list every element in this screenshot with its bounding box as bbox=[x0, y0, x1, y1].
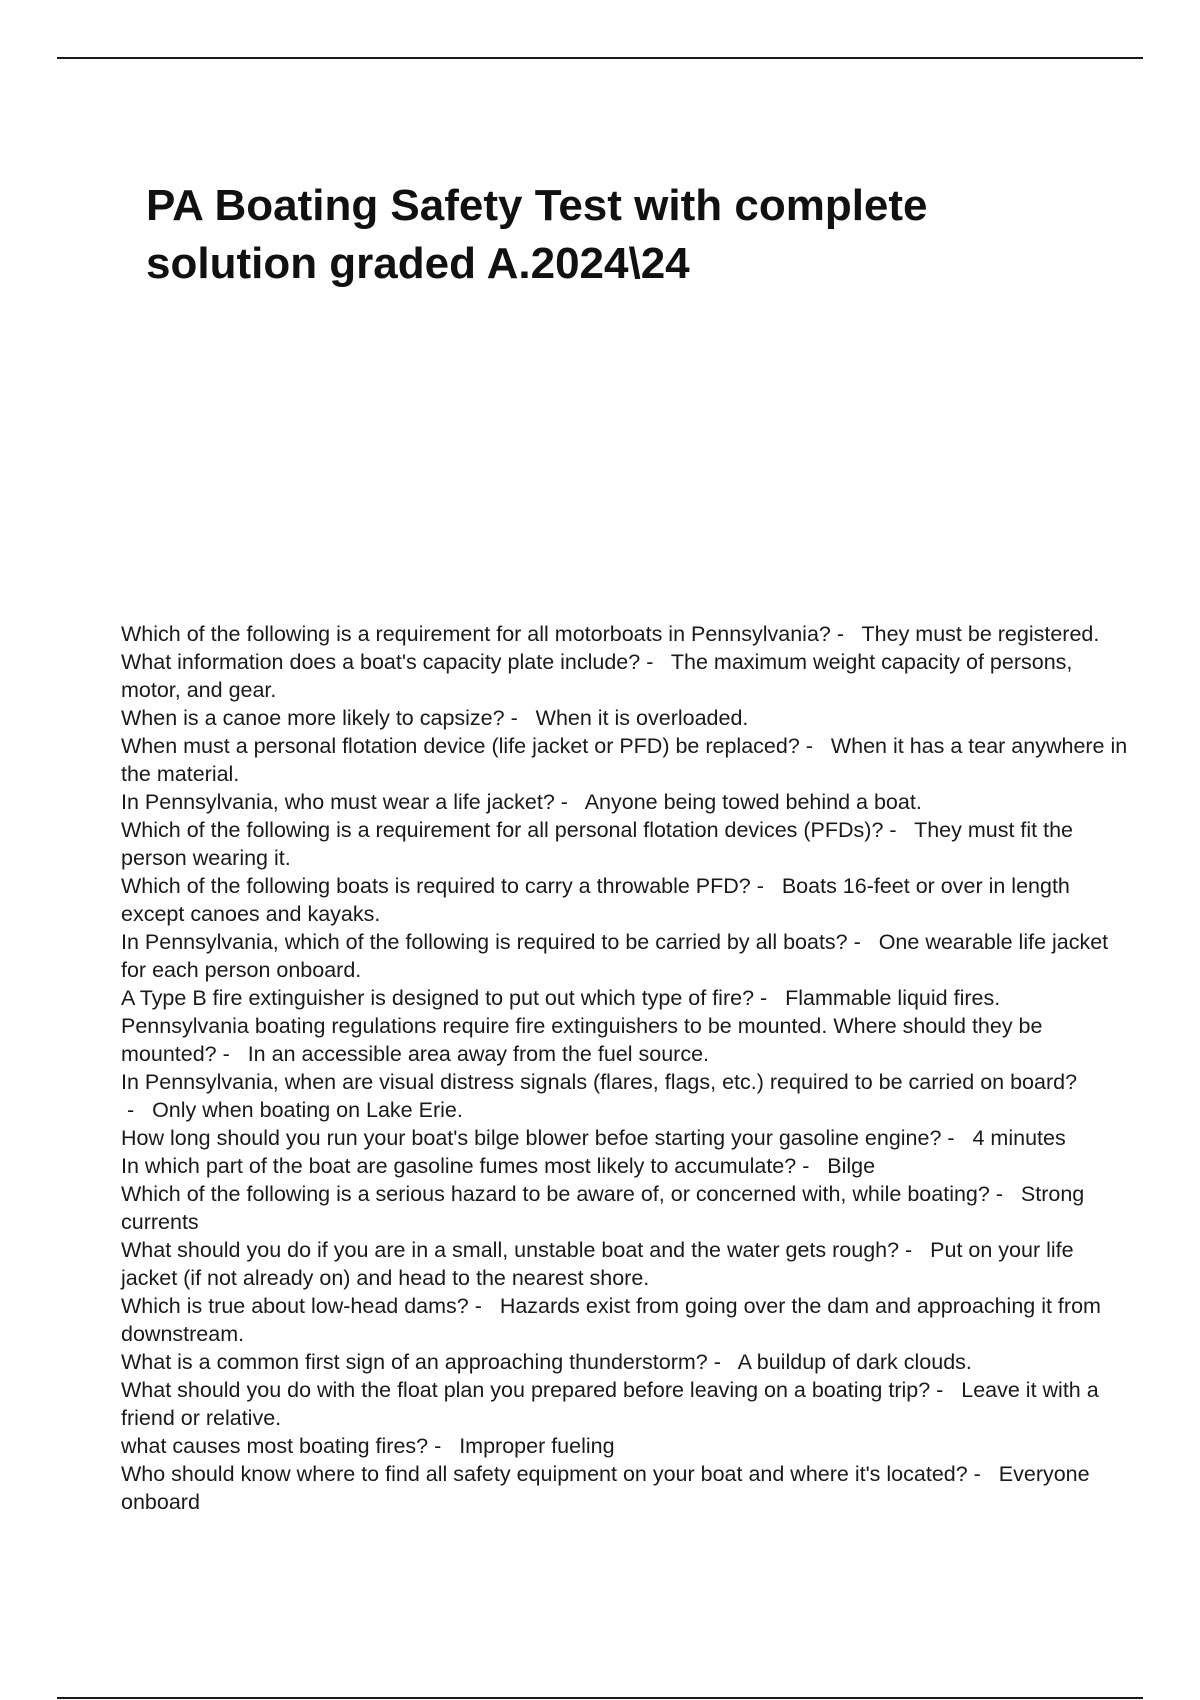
qa-item bbox=[121, 1068, 1131, 1124]
question-text: When must a personal flotation device (life jacket or PFD) be replaced? bbox=[121, 734, 800, 758]
answer-text: Hazards exist from going over the dam and approaching it from downstream. bbox=[121, 1294, 1101, 1346]
qa-separator: - bbox=[989, 1182, 1021, 1206]
qa-list bbox=[121, 620, 1131, 1516]
answer-text: 4 minutes bbox=[972, 1126, 1066, 1150]
qa-separator: - bbox=[216, 1042, 248, 1066]
question-text: Who should know where to find all safety equipment on your boat and where it's located? bbox=[121, 1462, 968, 1486]
qa-separator: - bbox=[847, 930, 879, 954]
qa-item bbox=[121, 1348, 1131, 1376]
question-text: Which is true about low-head dams? bbox=[121, 1294, 469, 1318]
qa-item bbox=[121, 1236, 1131, 1292]
question-text: Pennsylvania boating regulations require fire extinguishers to be mounted. Where should they be mounted? bbox=[121, 1014, 1043, 1066]
qa-separator: - bbox=[121, 1098, 153, 1122]
qa-item bbox=[121, 648, 1131, 704]
answer-text: Leave it with a friend or relative. bbox=[121, 1378, 1099, 1430]
qa-separator: - bbox=[899, 1238, 931, 1262]
question-text: What is a common first sign of an approaching thunderstorm? bbox=[121, 1350, 708, 1374]
answer-text: The maximum weight capacity of persons, motor, and gear. bbox=[121, 650, 1073, 702]
qa-separator: - bbox=[967, 1462, 999, 1486]
question-text: A Type B fire extinguisher is designed to put out which type of fire? bbox=[121, 986, 755, 1010]
answer-text: Improper fueling bbox=[459, 1434, 615, 1458]
qa-separator: - bbox=[930, 1378, 962, 1402]
qa-separator: - bbox=[799, 734, 831, 758]
qa-item bbox=[121, 732, 1131, 788]
qa-item bbox=[121, 872, 1131, 928]
qa-separator: - bbox=[428, 1434, 460, 1458]
qa-separator: - bbox=[640, 650, 671, 674]
answer-text: They must fit the person wearing it. bbox=[121, 818, 1073, 870]
qa-item bbox=[121, 1460, 1131, 1516]
qa-separator: - bbox=[830, 622, 862, 646]
qa-item bbox=[121, 816, 1131, 872]
qa-item bbox=[121, 1376, 1131, 1432]
answer-text: Flammable liquid fires. bbox=[785, 986, 1001, 1010]
qa-item bbox=[121, 1012, 1131, 1068]
question-text: Which of the following is a requirement for all personal flotation devices (PFDs)? bbox=[121, 818, 884, 842]
answer-text: In an accessible area away from the fuel source. bbox=[247, 1042, 709, 1066]
qa-separator: - bbox=[504, 706, 536, 730]
document-title: PA Boating Safety Test with complete solution graded A.2024\24 bbox=[146, 181, 928, 288]
answer-text: Everyone onboard bbox=[121, 1462, 1090, 1514]
qa-item bbox=[121, 1124, 1131, 1152]
answer-text: Only when boating on Lake Erie. bbox=[152, 1098, 463, 1122]
qa-separator: - bbox=[750, 874, 782, 898]
question-text: In Pennsylvania, who must wear a life jacket? bbox=[121, 790, 555, 814]
answer-text: Bilge bbox=[827, 1154, 876, 1178]
qa-item bbox=[121, 1180, 1131, 1236]
answer-text: When it is overloaded. bbox=[535, 706, 749, 730]
qa-item bbox=[121, 984, 1131, 1012]
question-text: Which of the following boats is required to carry a throwable PFD? bbox=[121, 874, 751, 898]
answer-text: A buildup of dark clouds. bbox=[737, 1350, 972, 1374]
qa-separator: - bbox=[707, 1350, 738, 1374]
question-text: what causes most boating fires? bbox=[121, 1434, 429, 1458]
qa-item bbox=[121, 788, 1131, 816]
qa-item bbox=[121, 620, 1131, 648]
qa-item bbox=[121, 928, 1131, 984]
answer-text: Strong currents bbox=[121, 1182, 1085, 1234]
top-divider bbox=[57, 57, 1143, 59]
answer-text: When it has a tear anywhere in the material. bbox=[121, 734, 1128, 786]
qa-separator: - bbox=[796, 1154, 828, 1178]
answer-text: Boats 16-feet or over in length except canoes and kayaks. bbox=[121, 874, 1070, 926]
qa-item bbox=[121, 1152, 1131, 1180]
question-text: What should you do with the float plan you prepared before leaving on a boating trip? bbox=[121, 1378, 931, 1402]
question-text: Which of the following is a serious hazard to be aware of, or concerned with, while boating? bbox=[121, 1182, 990, 1206]
question-text: What information does a boat's capacity plate include? bbox=[121, 650, 641, 674]
question-text: What should you do if you are in a small, unstable boat and the water gets rough? bbox=[121, 1238, 900, 1262]
question-text: How long should you run your boat's bilge blower befoe starting your gasoline engine? bbox=[121, 1126, 942, 1150]
qa-item bbox=[121, 1292, 1131, 1348]
answer-text: They must be registered. bbox=[861, 622, 1100, 646]
question-text: Which of the following is a requirement for all motorboats in Pennsylvania? bbox=[121, 622, 831, 646]
question-text: In Pennsylvania, which of the following is required to be carried by all boats? bbox=[121, 930, 848, 954]
qa-separator: - bbox=[468, 1294, 500, 1318]
question-text: In which part of the boat are gasoline fumes most likely to accumulate? bbox=[121, 1154, 797, 1178]
qa-separator: - bbox=[754, 986, 786, 1010]
answer-text: Anyone being towed behind a boat. bbox=[584, 790, 922, 814]
answer-text: Put on your life jacket (if not already on) and head to the nearest shore. bbox=[121, 1238, 1074, 1290]
qa-separator: - bbox=[941, 1126, 973, 1150]
qa-item bbox=[121, 1432, 1131, 1460]
answer-text: One wearable life jacket for each person onboard. bbox=[121, 930, 1109, 982]
question-text: When is a canoe more likely to capsize? bbox=[121, 706, 505, 730]
question-text: In Pennsylvania, when are visual distress signals (flares, flags, etc.) required to be carried on board? bbox=[121, 1070, 1078, 1094]
bottom-divider bbox=[57, 1697, 1143, 1699]
qa-separator: - bbox=[883, 818, 915, 842]
qa-item bbox=[121, 704, 1131, 732]
qa-separator: - bbox=[554, 790, 585, 814]
